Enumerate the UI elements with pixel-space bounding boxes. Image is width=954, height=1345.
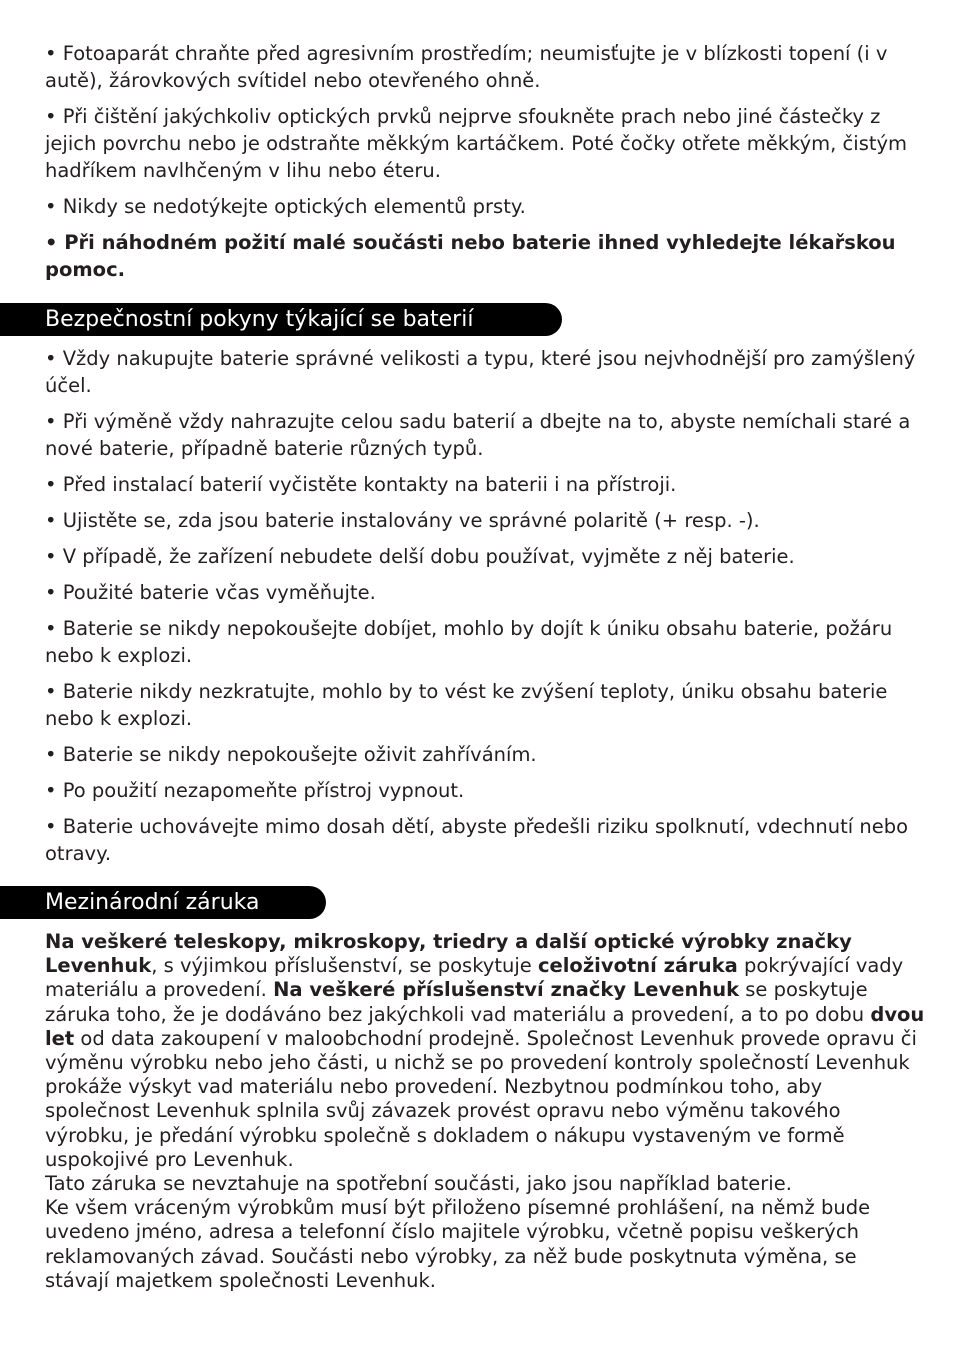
section-heading-warranty: Mezinárodní záruka	[0, 886, 326, 919]
warranty-exclusion: Tato záruka se nevztahuje na spotřební součásti, jako jsou například baterie.	[45, 1172, 792, 1196]
battery-bullet: • Při výměně vždy nahrazujte celou sadu baterií a dbejte na to, abyste nemíchali staré a nové baterie, případně baterie různých typů.	[45, 410, 911, 460]
intro-bullet: • Fotoaparát chraňte před agresivním prostředím; neumisťujte je v blízkosti topení (i v autě), žárovkových svítidel nebo otevřeného ohně.	[45, 42, 888, 92]
battery-bullet: • Baterie se nikdy nepokoušejte dobíjet, mohlo by dojít k úniku obsahu baterie, požáru nebo k explozi.	[45, 617, 893, 667]
battery-bullet: • V případě, že zařízení nebudete delší dobu používat, vyjměte z něj baterie.	[45, 545, 795, 568]
battery-bullet: • Před instalací baterií vyčistěte kontakty na baterii i na přístroji.	[45, 473, 677, 496]
warranty-text: Na veškeré teleskopy, mikroskopy, triedry a další optické výrobky značky Levenhuk, s výjimkou příslušenství, se poskytuje celoživotní záruka pokrývající vady materiálu a provedení. Na veškeré příslušenství značky Levenhuk se poskytuje záruka toho, že je dodáváno bez jakýchkoli vad materiálu a provedení, a to po dobu dvou let od data zakoupení v maloobchodní prodejně. Společnost Levenhuk provede opravu či výměnu výrobku nebo jeho části, u nichž se po provedení kontroly společností Levenhuk prokáže výskyt vad materiálu nebo provedení. Nezbytnou podmínkou toho, aby společnost Levenhuk splnila svůj závazek provést opravu nebo výměnu takového výrobku, je předání výrobku společně s dokladem o nákupu vystaveným ve formě uspokojivé pro Levenhuk. Tato záruka se nevztahuje na spotřební součásti, jako jsou například baterie. Ke všem vráceným výrobkům musí být přiloženo písemné prohlášení, na němž bude uvedeno jméno, adresa a telefonní číslo majitele výrobku, včetně popisu veškerých reklamovaných závad. Součásti nebo výrobky, za něž bude poskytnuta výměna, se stávají majetkem společnosti Levenhuk.	[45, 930, 925, 1292]
battery-bullet: • Baterie se nikdy nepokoušejte oživit zahříváním.	[45, 743, 537, 766]
intro-bullet-warning: • Při náhodném požití malé součásti nebo baterie ihned vyhledejte lékařskou pomoc.	[45, 231, 896, 281]
battery-bullet: • Použité baterie včas vyměňujte.	[45, 581, 376, 604]
warranty-accessories-term: dvou let	[45, 1002, 925, 1050]
battery-bullet: • Ujistěte se, zda jsou baterie instalovány ve správné polaritě (+ resp. -).	[45, 509, 760, 532]
intro-bullet: • Při čištění jakýchkoliv optických prvků nejprve sfoukněte prach nebo jiné částečky z jejich povrchu nebo je odstraňte měkkým kartáčkem. Poté čočky otřete měkkým, čistým hadříkem navlhčeným v lihu nebo éteru.	[45, 105, 908, 182]
section-heading-batteries: Bezpečnostní pokyny týkající se baterií	[0, 303, 562, 336]
warranty-claim-requirements: Ke všem vráceným výrobkům musí být přiloženo písemné prohlášení, na němž bude uvedeno jméno, adresa a telefonní číslo majitele výrobku, včetně popisu veškerých reklamovaných závad. Součásti nebo výrobky, za něž bude poskytnuta výměna, se stávají majetkem společnosti Levenhuk.	[45, 1196, 871, 1292]
battery-bullet: • Vždy nakupujte baterie správné velikosti a typu, které jsou nejvhodnější pro zamýšlený účel.	[45, 347, 916, 397]
battery-bullet: • Baterie nikdy nezkratujte, mohlo by to vést ke zvýšení teploty, úniku obsahu baterie nebo k explozi.	[45, 680, 888, 730]
warranty-lifetime-scope: Na veškeré teleskopy, mikroskopy, triedry a další optické výrobky značky Levenhuk	[45, 930, 852, 978]
warranty-accessories-scope: Na veškeré příslušenství značky Levenhuk	[273, 978, 740, 1002]
intro-bullet: • Nikdy se nedotýkejte optických elementů prsty.	[45, 195, 526, 218]
warranty-lifetime-term: celoživotní záruka	[537, 954, 738, 978]
battery-bullet: • Baterie uchovávejte mimo dosah dětí, abyste předešli riziku spolknutí, vdechnutí nebo otravy.	[45, 815, 909, 865]
battery-bullet: • Po použití nezapomeňte přístroj vypnout.	[45, 779, 465, 802]
